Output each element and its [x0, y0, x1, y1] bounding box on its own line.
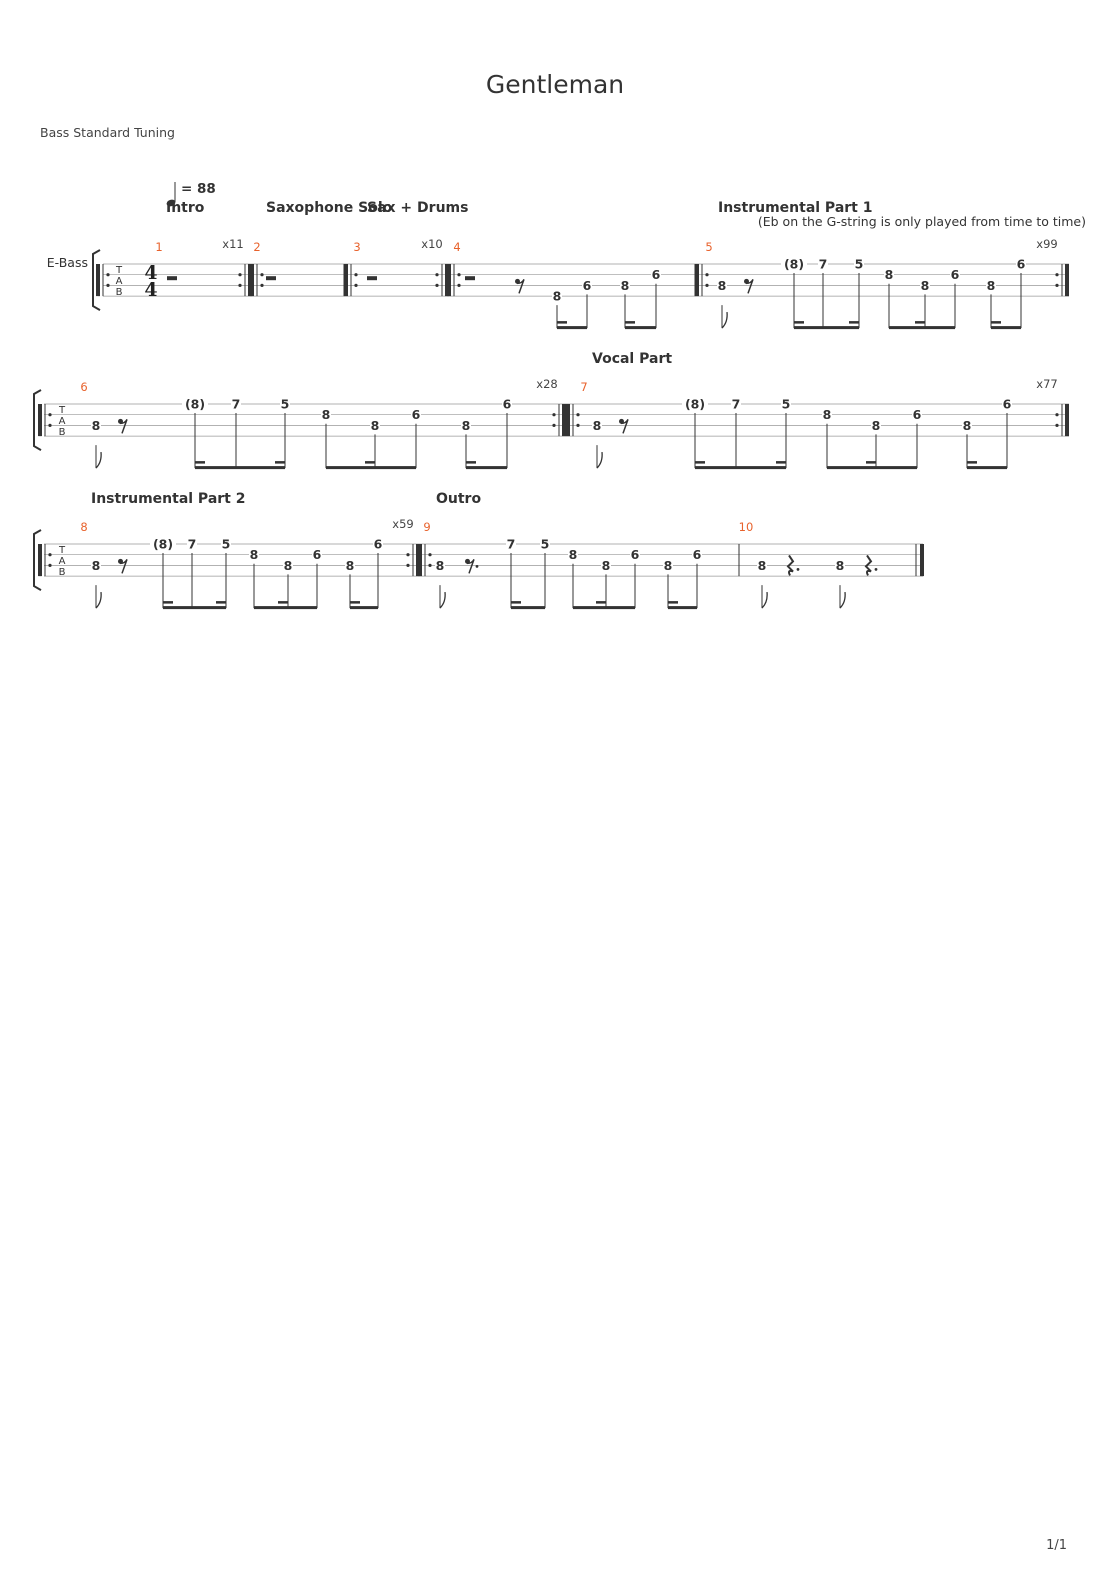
measure-number: 1 — [155, 240, 163, 254]
tab-clef-b: B — [115, 287, 123, 298]
note-flag — [840, 592, 845, 608]
measure-number: 3 — [353, 240, 361, 254]
repeat-dot — [354, 284, 357, 287]
beam — [254, 606, 317, 609]
fret-number: 8 — [757, 557, 767, 573]
fret-number: 6 — [312, 547, 322, 563]
fret-number: 8 — [717, 277, 727, 293]
repeat-count: x11 — [222, 237, 244, 251]
note-flag — [762, 592, 767, 608]
fret-number: (8) — [684, 396, 706, 412]
beam-partial — [596, 601, 606, 604]
repeat-dot — [238, 284, 241, 287]
barline-thick — [566, 404, 570, 436]
fret-number: 8 — [370, 417, 380, 433]
repeat-dot — [260, 284, 263, 287]
fret-number: 6 — [502, 396, 512, 412]
fret-number: 8 — [835, 557, 845, 573]
rest-dot — [797, 568, 800, 571]
beam-partial — [511, 601, 521, 604]
beam-partial — [776, 461, 786, 464]
beam — [163, 606, 226, 609]
half-rest — [266, 276, 276, 280]
fret-number: 8 — [986, 277, 996, 293]
beam-partial — [915, 321, 925, 324]
fret-number: 5 — [781, 396, 791, 412]
repeat-count: x99 — [1036, 237, 1058, 251]
beam-partial — [163, 601, 173, 604]
beam — [827, 466, 917, 469]
beam-partial — [216, 601, 226, 604]
repeat-count: x77 — [1036, 377, 1058, 391]
beam-partial — [625, 321, 635, 324]
repeat-dot — [48, 553, 51, 556]
fret-number: 8 — [822, 407, 832, 423]
song-title: Gentleman — [485, 70, 625, 99]
repeat-dot — [1055, 284, 1058, 287]
section-header: Instrumental Part 1 — [718, 200, 873, 216]
beam-partial — [466, 461, 476, 464]
repeat-dot — [48, 424, 51, 427]
repeat-count: x28 — [536, 377, 558, 391]
barline-thick — [38, 544, 42, 576]
note-flag — [597, 452, 602, 468]
fret-number: (8) — [783, 256, 805, 272]
beam-partial — [195, 461, 205, 464]
repeat-dot — [705, 273, 708, 276]
fret-number: 8 — [321, 407, 331, 423]
measure-number: 9 — [423, 520, 431, 534]
barline-thick — [38, 404, 42, 436]
repeat-dot — [428, 553, 431, 556]
beam-partial — [695, 461, 705, 464]
fret-number: 8 — [91, 557, 101, 573]
performance-note: (Eb on the G-string is only played from time to time) — [757, 214, 1086, 229]
repeat-dot — [106, 273, 109, 276]
repeat-dot — [576, 424, 579, 427]
tab-clef-b: B — [58, 567, 66, 578]
fret-number: (8) — [184, 396, 206, 412]
fret-number: 8 — [249, 547, 259, 563]
fret-number: 8 — [345, 557, 355, 573]
section-header: Outro — [436, 491, 482, 507]
beam — [889, 326, 955, 329]
repeat-dot — [1055, 424, 1058, 427]
beam-partial — [350, 601, 360, 604]
section-header: Saxophone Solo — [266, 200, 393, 216]
fret-number: 5 — [280, 396, 290, 412]
measure-number: 2 — [253, 240, 261, 254]
note-flag — [96, 592, 101, 608]
repeat-dot — [552, 413, 555, 416]
tuning-label: Bass Standard Tuning — [40, 125, 175, 140]
beam-partial — [967, 461, 977, 464]
fret-number: 5 — [221, 536, 231, 552]
fret-number: 6 — [411, 407, 421, 423]
beam — [991, 326, 1021, 329]
fret-number: 7 — [231, 396, 241, 412]
repeat-dot — [406, 553, 409, 556]
tab-clef-a: A — [115, 276, 123, 287]
beam — [625, 326, 656, 329]
beam — [668, 606, 697, 609]
repeat-dot — [1055, 273, 1058, 276]
repeat-count: x10 — [421, 237, 443, 251]
measure-number: 5 — [705, 240, 713, 254]
beam — [326, 466, 416, 469]
repeat-dot — [552, 424, 555, 427]
fret-number: 8 — [435, 557, 445, 573]
beam-partial — [991, 321, 1001, 324]
repeat-dot — [354, 273, 357, 276]
measure-number: 8 — [80, 520, 88, 534]
fret-number: 7 — [187, 536, 197, 552]
half-rest — [367, 276, 377, 280]
rest-dot — [875, 568, 878, 571]
fret-number: 8 — [663, 557, 673, 573]
barline-thick — [1065, 264, 1069, 296]
repeat-dot — [576, 413, 579, 416]
half-rest — [465, 276, 475, 280]
beam-partial — [557, 321, 567, 324]
beam — [466, 466, 507, 469]
repeat-dot — [238, 273, 241, 276]
page-number: 1/1 — [1046, 1538, 1067, 1553]
repeat-dot — [260, 273, 263, 276]
fret-number: 8 — [871, 417, 881, 433]
fret-number: 5 — [540, 536, 550, 552]
barline-thick — [418, 544, 422, 576]
fret-number: 8 — [620, 277, 630, 293]
repeat-dot — [457, 284, 460, 287]
tempo-marking: = 88 — [181, 181, 216, 197]
fret-number: 6 — [582, 277, 592, 293]
fret-number: 6 — [692, 547, 702, 563]
beam-partial — [794, 321, 804, 324]
half-rest — [167, 276, 177, 280]
beam — [573, 606, 635, 609]
section-header: Intro — [166, 200, 205, 216]
fret-number: 8 — [592, 417, 602, 433]
fret-number: 6 — [630, 547, 640, 563]
fret-number: 8 — [461, 417, 471, 433]
tab-clef-a: A — [58, 556, 66, 567]
beam — [350, 606, 378, 609]
beam-partial — [365, 461, 375, 464]
fret-number: 8 — [91, 417, 101, 433]
fret-number: 6 — [373, 536, 383, 552]
barline-thick — [695, 264, 699, 296]
beam-partial — [275, 461, 285, 464]
fret-number: 6 — [651, 267, 661, 283]
barline-thick — [447, 264, 451, 296]
beam-partial — [668, 601, 678, 604]
tab-clef-t: T — [58, 405, 66, 416]
tablature-score — [0, 0, 1110, 640]
fret-number: 8 — [884, 267, 894, 283]
measure-number: 10 — [738, 520, 754, 534]
beam-partial — [849, 321, 859, 324]
rest-dot — [476, 565, 479, 568]
fret-number: 8 — [552, 288, 562, 304]
time-signature-bottom: 4 — [144, 279, 158, 301]
fret-number: 8 — [283, 557, 293, 573]
fret-number: 8 — [568, 547, 578, 563]
note-flag — [96, 452, 101, 468]
fret-number: (8) — [152, 536, 174, 552]
repeat-dot — [435, 273, 438, 276]
section-header: Instrumental Part 2 — [91, 491, 246, 507]
measure-number: 4 — [453, 240, 461, 254]
fret-number: 7 — [818, 256, 828, 272]
section-header: Vocal Part — [592, 351, 673, 367]
beam — [511, 606, 545, 609]
barline-thick — [344, 264, 348, 296]
repeat-dot — [106, 284, 109, 287]
tab-clef-b: B — [58, 427, 66, 438]
fret-number: 6 — [1016, 256, 1026, 272]
repeat-dot — [406, 564, 409, 567]
fret-number: 6 — [950, 267, 960, 283]
note-flag — [722, 312, 727, 328]
instrument-label: E-Bass — [46, 255, 88, 270]
repeat-count: x59 — [392, 517, 414, 531]
section-header: Sax + Drums — [367, 200, 469, 216]
beam — [967, 466, 1007, 469]
repeat-dot — [48, 564, 51, 567]
beam — [794, 326, 859, 329]
fret-number: 6 — [912, 407, 922, 423]
tab-clef-t: T — [115, 265, 123, 276]
repeat-dot — [48, 413, 51, 416]
time-signature-top: 4 — [144, 262, 158, 284]
note-flag — [440, 592, 445, 608]
measure-number: 7 — [580, 380, 588, 394]
beam — [195, 466, 285, 469]
beam — [695, 466, 786, 469]
repeat-dot — [428, 564, 431, 567]
final-barline-thick — [920, 544, 924, 576]
barline-thick — [96, 264, 100, 296]
beam-partial — [278, 601, 288, 604]
fret-number: 7 — [506, 536, 516, 552]
fret-number: 6 — [1002, 396, 1012, 412]
repeat-dot — [457, 273, 460, 276]
fret-number: 8 — [601, 557, 611, 573]
beam-partial — [866, 461, 876, 464]
repeat-dot — [1055, 413, 1058, 416]
repeat-dot — [705, 284, 708, 287]
tab-clef-a: A — [58, 416, 66, 427]
repeat-dot — [435, 284, 438, 287]
fret-number: 8 — [962, 417, 972, 433]
barline-thick — [250, 264, 254, 296]
barline-thick — [1065, 404, 1069, 436]
measure-number: 6 — [80, 380, 88, 394]
fret-number: 8 — [920, 277, 930, 293]
tab-clef-t: T — [58, 545, 66, 556]
beam — [557, 326, 587, 329]
barline-thick — [562, 404, 566, 436]
fret-number: 5 — [854, 256, 864, 272]
fret-number: 7 — [731, 396, 741, 412]
